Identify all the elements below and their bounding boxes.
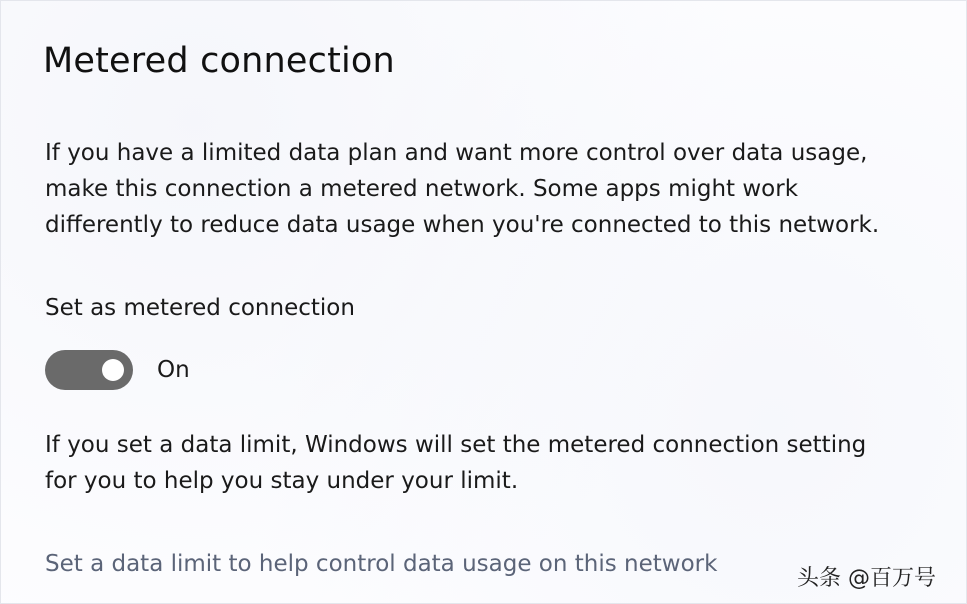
description-line: differently to reduce data usage when you're connected to this network. — [45, 212, 880, 238]
metered-toggle-row — [45, 350, 190, 390]
description-line: make this connection a metered network. Some apps might work — [45, 176, 799, 202]
set-data-limit-link[interactable]: Set a data limit to help control data usage on this network — [45, 551, 718, 577]
metered-connection-toggle[interactable] — [45, 350, 133, 390]
data-limit-info — [45, 427, 950, 499]
toggle-state-text: On — [157, 357, 190, 383]
watermark: 头条 @百万号 — [797, 566, 936, 591]
data-limit-info-line: for you to help you stay under your limit. — [45, 468, 519, 494]
metered-toggle-label: Set as metered connection — [45, 295, 355, 321]
page-title: Metered connection — [43, 41, 395, 81]
metered-description — [45, 135, 950, 243]
data-limit-info-line: If you set a data limit, Windows will set the metered connection setting — [45, 432, 867, 458]
toggle-knob — [102, 359, 124, 381]
description-line: If you have a limited data plan and want more control over data usage, — [45, 140, 868, 166]
